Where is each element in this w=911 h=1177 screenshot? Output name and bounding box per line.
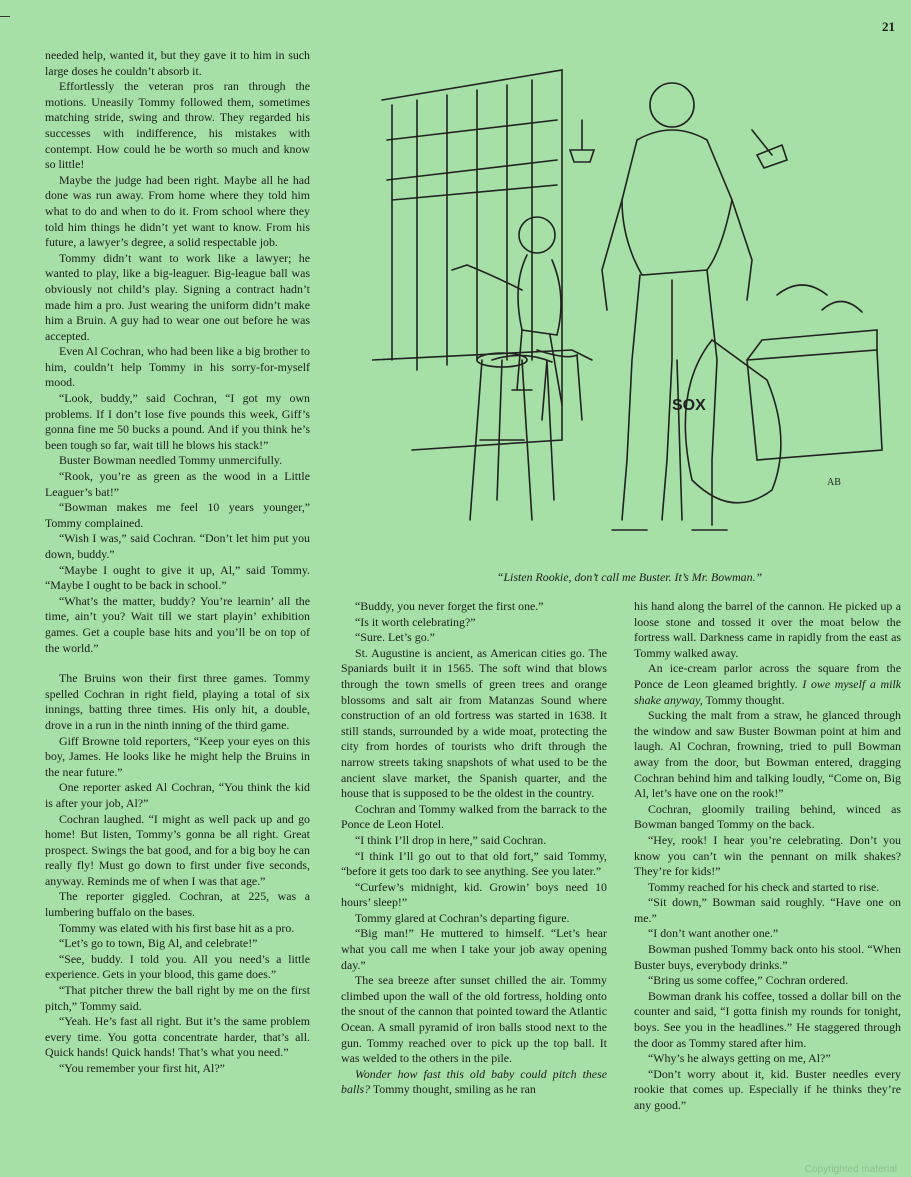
paragraph: “Let’s go to town, Big Al, and celebrate!” — [59, 936, 258, 951]
paragraph: “I think I’ll drop in here,” said Cochran. — [355, 832, 547, 847]
paragraph: “Curfew’s midnight, kid. Growin’ boys need 10 hours’ sleep!” — [341, 879, 607, 910]
left-text-column — [45, 48, 310, 1077]
paragraph: Tommy didn’t want to work like a lawyer; he wanted to play, like a big-leaguer. Big-league ball was obviously not child’s play. Signing a contract hadn’t made him a pro. Just wearing the uniform didn’t make him a Bruin. A guy had to wear one out before he was accepted. — [45, 250, 310, 343]
paragraph-italic: Wonder how fast this old baby could pitch these balls? — [341, 1066, 607, 1097]
paragraph: “Rook, you’re as green as the wood in a Little Leaguer’s bat!” — [45, 469, 310, 499]
paragraph: St. Augustine is ancient, as American cities go. The Spaniards built it in 1565. The soft wind that blows through the town smells of green trees and orange blossoms and salt air from Matanzas Sound where construction of an old fortress was started in 1638. It still stands, surrounded by a wide moat, protecting the city from hordes of tourists who drift through the narrow streets taking snapshots of what used to be the ancient slave market, the Spanish quarter, and the house that is supposed to be the oldest in the country. — [341, 645, 607, 801]
paragraph-italic: I owe myself a milk shake anyway, — [634, 676, 901, 707]
illustration-caption: “Listen Rookie, don’t call me Buster. It’s Mr. Bowman.” — [496, 570, 763, 584]
artist-signature: AB — [827, 477, 841, 488]
paragraph: Bowman pushed Tommy back onto his stool. “When Buster buys, everybody drinks.” — [634, 942, 901, 972]
paragraph: his hand along the barrel of the cannon. He picked up a loose stone and tossed it over the moat below the fortress wall. Darkness came in rapidly from the east as Tommy walked away. — [634, 599, 901, 660]
paragraph: “What’s the matter, buddy? You’re learnin’ all the time, ain’t you? Wait till we start playin’ exhibition games. Get a couple base hits and you’ll be on top of the world.” — [45, 593, 310, 655]
paragraph: “Bowman makes me feel 10 years younger,” Tommy complained. — [45, 500, 310, 530]
paragraph: The reporter giggled. Cochran, at 225, was a lumbering buffalo on the bases. — [45, 889, 310, 920]
paragraph: “That pitcher threw the ball right by me on the first pitch,” Tommy said. — [45, 983, 310, 1013]
paragraph: “Yeah. He’s fast all right. But it’s the same problem every time. You gotta concentrate harder, that’s all. Quick hands! Quick hands! That’s what you need.” — [45, 1014, 310, 1060]
paragraph: Maybe the judge had been right. Maybe all he had done was run away. From home where they told him what to do and when to do it. From school where they told him things he didn’t yet want to know. From his future, a lawyer’s degree, a solid respectable job. — [45, 172, 310, 250]
paragraph: “Maybe I ought to give it up, Al,” said Tommy. “Maybe I ought to be back in school.” — [45, 562, 310, 593]
paragraph: “Bring us some coffee,” Cochran ordered. — [648, 973, 849, 988]
paragraph: Bowman drank his coffee, tossed a dollar bill on the counter and said, “I gotta finish my rounds for tonight, boys. See you in the headlines.” He staggered through the door as Tommy stared after him. — [634, 988, 901, 1050]
paragraph: “You remember your first hit, Al?” — [59, 1061, 225, 1075]
paragraph: “I think I’ll go out to that old fort,” said Tommy, “before it gets too dark to see anything. See you later.” — [341, 848, 607, 879]
paragraph: Tommy glared at Cochran’s departing figure. — [355, 910, 570, 925]
paragraph: Tommy reached for his check and started to rise. — [648, 879, 880, 894]
paragraph: Sucking the malt from a straw, he glanced through the window and saw Buster Bowman point at him and laugh. Al Cochran, frowning, tried to pull Bowman away from the door, but Bowman entered, dragging Cochran behind him and talking loudly, “Come on, Big Al, let’s have one on the rook!” — [634, 708, 901, 801]
paragraph: “Don’t worry about it, kid. Buster needles every rookie that comes up. Especially if he thinks they’re any good.” — [634, 1066, 901, 1112]
paragraph: “Buddy, you never forget the first one.” — [355, 599, 544, 613]
paragraph: “Is it worth celebrating?” — [355, 614, 476, 629]
paragraph: The Bruins won their first three games. Tommy spelled Cochran in right field, playing a total of six innings, batting three times. His only hit, a double, drove in a run in the ninth inning of the third game. — [45, 671, 310, 732]
paragraph: “Big man!” He muttered to himself. “Let’s hear what you call me when I take your job away opening day.” — [341, 926, 607, 972]
paragraph: “Sit down,” Bowman said roughly. “Have one on me.” — [634, 895, 901, 925]
paragraph: Buster Bowman needled Tommy unmercifully. — [59, 453, 283, 468]
page-number: 21 — [882, 19, 895, 34]
paragraph: “Why’s he always getting on me, Al?” — [648, 1051, 831, 1066]
paragraph: “I don’t want another one.” — [648, 926, 779, 941]
paragraph: “Hey, rook! I hear you’re celebrating. Don’t you know you can’t win the pennant on milk shakes? They’re for kids!” — [634, 832, 901, 879]
paragraph: “Look, buddy,” said Cochran, “I got my own problems. If I don’t lose five pounds this week, Giff’s gonna fine me 50 bucks a pound. And if you think he’s been tough so far, wait till he blows his stack!” — [45, 391, 310, 452]
right-text-column — [634, 599, 901, 1114]
paragraph: Even Al Cochran, who had been like a big brother to him, couldn’t help Tommy in his sorry-for-myself mood. — [45, 344, 310, 390]
paragraph: needed help, wanted it, but they gave it to him in such large doses he couldn’t absorb it. — [45, 48, 310, 78]
paragraph: “See, buddy. I told you. All you need’s a little experience. Gets in your blood, this game does.” — [45, 951, 310, 982]
paragraph: “Sure. Let’s go.” — [355, 630, 435, 645]
paragraph — [341, 1067, 607, 1098]
middle-text-column — [341, 599, 607, 1098]
paragraph: Giff Browne told reporters, “Keep your eyes on this boy, James. He looks like he might help the Bruins in the near future.” — [45, 733, 310, 779]
paragraph: Cochran laughed. “I might as well pack up and go home! But listen, Tommy’s gonna be all right. Great prospect. Swings the bat good, and for a big boy he can really fly! Must go down to first under five seconds, anyway. Reminds me of when I was that age.” — [45, 811, 310, 888]
watermark: Copyrighted material — [804, 1164, 897, 1175]
paragraph: One reporter asked Al Cochran, “You think the kid is after your job, Al?” — [45, 780, 310, 810]
paragraph: Cochran, gloomily trailing behind, winced as Bowman banged Tommy on the back. — [634, 801, 901, 832]
paragraph: Effortlessly the veteran pros ran through the motions. Uneasily Tommy followed them, sometimes matching stride, swing and throw. They regarded his successes with indifference, his mistakes with contempt. How could he be worth so much and know so little! — [45, 79, 310, 172]
page-corner-mark — [0, 16, 10, 17]
paragraph: Tommy was elated with his first base hit as a pro. — [59, 920, 295, 935]
paragraph — [634, 661, 901, 708]
paragraph: “Wish I was,” said Cochran. “Don’t let him put you down, buddy.” — [45, 531, 310, 561]
paragraph-text: Tommy thought, smiling as he ran — [370, 1082, 536, 1097]
paragraph-text: Tommy thought. — [702, 692, 785, 707]
trunk-label: SOX — [672, 397, 706, 414]
paragraph: Cochran and Tommy walked from the barrack to the Ponce de Leon Hotel. — [341, 801, 607, 832]
paragraph: The sea breeze after sunset chilled the air. Tommy climbed upon the wall of the old fortress, holding onto the snout of the cannon that pointed toward the Atlantic Ocean. A small pyramid of iron balls stood next to the gun. Tommy reached over to pick up the top ball. It was welded to the others in the pile. — [341, 973, 607, 1066]
locker-room-illustration — [372, 60, 887, 560]
paragraph-text: An ice-cream parlor across the square from the Ponce de Leon gleamed brightly. — [634, 661, 901, 691]
